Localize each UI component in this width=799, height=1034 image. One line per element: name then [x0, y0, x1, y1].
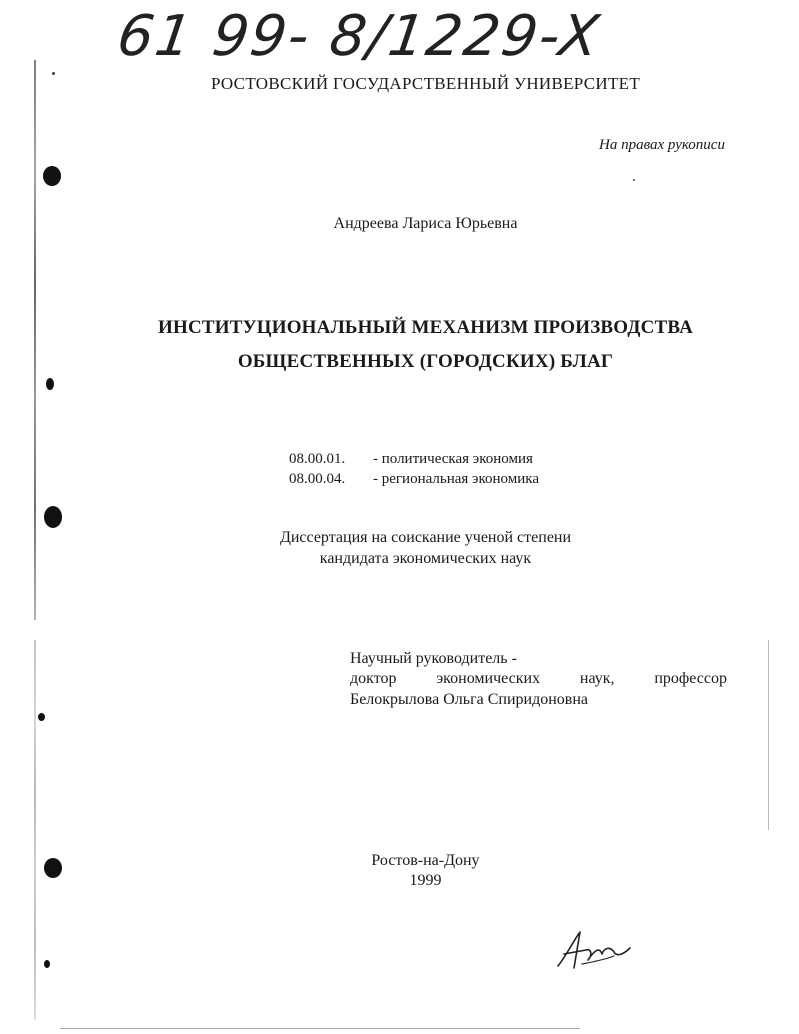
supervisor-name: Белокрылова Ольга Спиридоновна [350, 691, 589, 708]
degree-statement-line-1: Диссертация на соискание ученой степени [279, 529, 572, 546]
punch-hole [44, 506, 62, 528]
manuscript-note: На правах рукописи [599, 137, 725, 153]
punch-hole [44, 960, 50, 968]
supervisor-degree [350, 669, 727, 689]
specialty-row [289, 449, 533, 469]
scan-bottom-line [60, 1028, 580, 1029]
specialty-row [289, 469, 539, 489]
year: 1999 [409, 872, 442, 889]
handwritten-signature [552, 926, 636, 974]
supervisor-degree-word: наук, [579, 670, 615, 687]
punch-hole [38, 713, 45, 721]
scan-margin-line-lower [34, 640, 36, 1020]
scan-right-edge [768, 640, 769, 830]
city: Ростов-на-Дону [371, 852, 480, 869]
supervisor-degree-word: доктор [350, 670, 397, 687]
thesis-title-line-1: ИНСТИТУЦИОНАЛЬНЫЙ МЕХАНИЗМ ПРОИЗВОДСТВА [157, 317, 693, 338]
supervisor-degree-word: экономических [436, 670, 541, 687]
specialty-name: - политическая экономия [373, 451, 533, 467]
scan-speck [633, 179, 635, 181]
handwritten-archive-number: 61 99- 8/1229-X [113, 4, 605, 69]
punch-hole [46, 378, 54, 390]
degree-statement-line-2: кандидата экономических наук [319, 550, 532, 567]
specialty-name: - региональная экономика [373, 471, 540, 487]
punch-hole [43, 166, 61, 186]
university-name: РОСТОВСКИЙ ГОСУДАРСТВЕННЫЙ УНИВЕРСИТЕТ [210, 74, 641, 93]
supervisor-degree-word: профессор [654, 670, 727, 687]
thesis-title-line-2: ОБЩЕСТВЕННЫХ (ГОРОДСКИХ) БЛАГ [237, 351, 614, 372]
specialty-code: 08.00.01. [289, 451, 346, 467]
author-name: Андреева Лариса Юрьевна [333, 215, 518, 232]
supervisor-label: Научный руководитель - [350, 650, 517, 667]
specialty-code: 08.00.04. [289, 471, 346, 487]
